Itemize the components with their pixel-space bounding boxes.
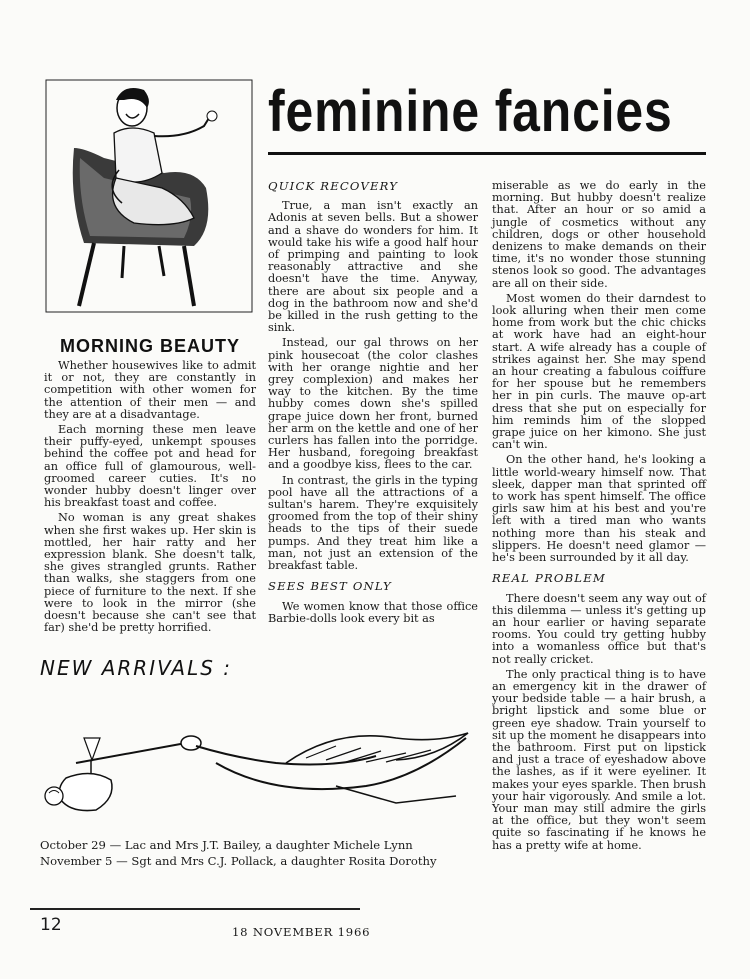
page-number: 12 <box>40 915 62 935</box>
paragraph: In contrast, the girls in the typing pool have all the attractions of a sultan's harem. They're exquisitely groomed from the top of their shiny heads to the tips of their suede pumps. And they treat him like a man, not just an extension of the breakfast table. <box>268 473 478 573</box>
real-problem-subhead: REAL PROBLEM <box>492 571 606 586</box>
paragraph: We women know that those office Barbie-dolls look every bit as <box>268 599 478 625</box>
issue-date: 18 NOVEMBER 1966 <box>232 925 371 939</box>
article-column-3 <box>492 180 706 855</box>
new-arrivals-heading: NEW ARRIVALS : <box>40 656 233 680</box>
paragraph: True, a man isn't exactly an Adonis at seven bells. But a shower and a shave do wonders for him. It would take his wife a good half hour of primping and painting to look reasonably attractive and she doesn't have the time. Anyway, there are about six people and a dog in the bathroom now and she'd be killed in the rush getting to the sink. <box>268 199 478 335</box>
paragraph: miserable as we do early in the morning. But hubby doesn't realize that. After an hour or so amid a jungle of cosmetics without any children, dogs or other household denizens to make demands on their time, it's no wonder those stunning stenos look so good. The advantages are all on their side. <box>492 179 706 290</box>
arrival-entry: November 5 — Sgt and Mrs C.J. Pollack, a daughter Rosita Dorothy <box>40 854 437 868</box>
morning-beauty-column <box>44 360 256 637</box>
morning-beauty-heading: MORNING BEAUTY <box>60 336 240 356</box>
paragraph: There doesn't seem any way out of this dilemma — unless it's getting up an hour earlier or having separate rooms. You could try getting hubby into a womanless office but that's not really cricket. <box>492 591 706 666</box>
paragraph: No woman is any great shakes when she first wakes up. Her skin is mottled, her hair ratty and her expression blank. She doesn't talk, she gives strangled grunts. Rather than walks, she staggers from one piece of furniture to the next. If she were to look in the mirror (she doesn't because she can't see that far) she'd be pretty horrified. <box>44 511 256 635</box>
paragraph: Most women do their darndest to look alluring when their men come home from work but the chic chicks at work have had an eight-hour start. A wife already has a couple of strikes against her. She may spend an hour creating a fabulous coiffure for her spouse but he remembers her in pin curls. The mauve op-art dress that she put on especially for him reminds him of the slopped grape juice on her kimono. She just can't win. <box>492 291 706 452</box>
paragraph: On the other hand, he's looking a little world-weary himself now. That sleek, dapper man that sprinted off to work has spent himself. The office girls saw him at his best and you're left with a tired man who wants nothing more than his steak and slippers. He doesn't need glamor — he's been surrounded by it all day. <box>492 453 706 565</box>
arrival-entry: October 29 — Lac and Mrs J.T. Bailey, a daughter Michele Lynn <box>40 838 413 852</box>
paragraph: Whether housewives like to admit it or not, they are constantly in competition with other women for the attention of their men — and they are at a disadvantage. <box>44 359 256 421</box>
paragraph: Instead, our gal throws on her pink housecoat (the color clashes with her orange nightie and her grey complexion) and makes her way to the kitchen. By the time hubby comes down she's spilled grape juice down her front, burned her arm on the kettle and one of her curlers has fallen into the porridge. Her husband, foregoing breakfast and a goodbye kiss, flees to the car. <box>268 336 478 472</box>
paragraph: The only practical thing is to have an emergency kit in the drawer of your bedside table — a hair brush, a bright lipstick and some blue or green eye shadow. Train yourself to sit up the moment he disappears into the bathroom. First put on lipstick and just a trace of eyeshadow above the lashes, as if it were eyeliner. It makes your eyes sparkle. Then brush your hair vigorously. And smile a lot. Your man may still admire the girls at the office, but they won't seem quite so fascinating if he knows he has a pretty wife at home. <box>492 667 706 852</box>
sees-best-only-subhead: SEES BEST ONLY <box>268 579 392 594</box>
stork-with-baby-illustration <box>36 708 476 828</box>
article-column-2 <box>268 180 478 628</box>
title-rule <box>268 152 706 155</box>
footer-rule <box>30 908 360 910</box>
quick-recovery-subhead: QUICK RECOVERY <box>268 179 399 193</box>
page-title: feminine fancies <box>268 79 673 144</box>
woman-in-armchair-illustration <box>44 78 254 314</box>
paragraph: Each morning these men leave their puffy-eyed, unkempt spouses behind the coffee pot and head for an office full of glamourous, well-groomed career cuties. It's no wonder hubby doesn't linger over his breakfast toast and coffee. <box>44 423 256 510</box>
